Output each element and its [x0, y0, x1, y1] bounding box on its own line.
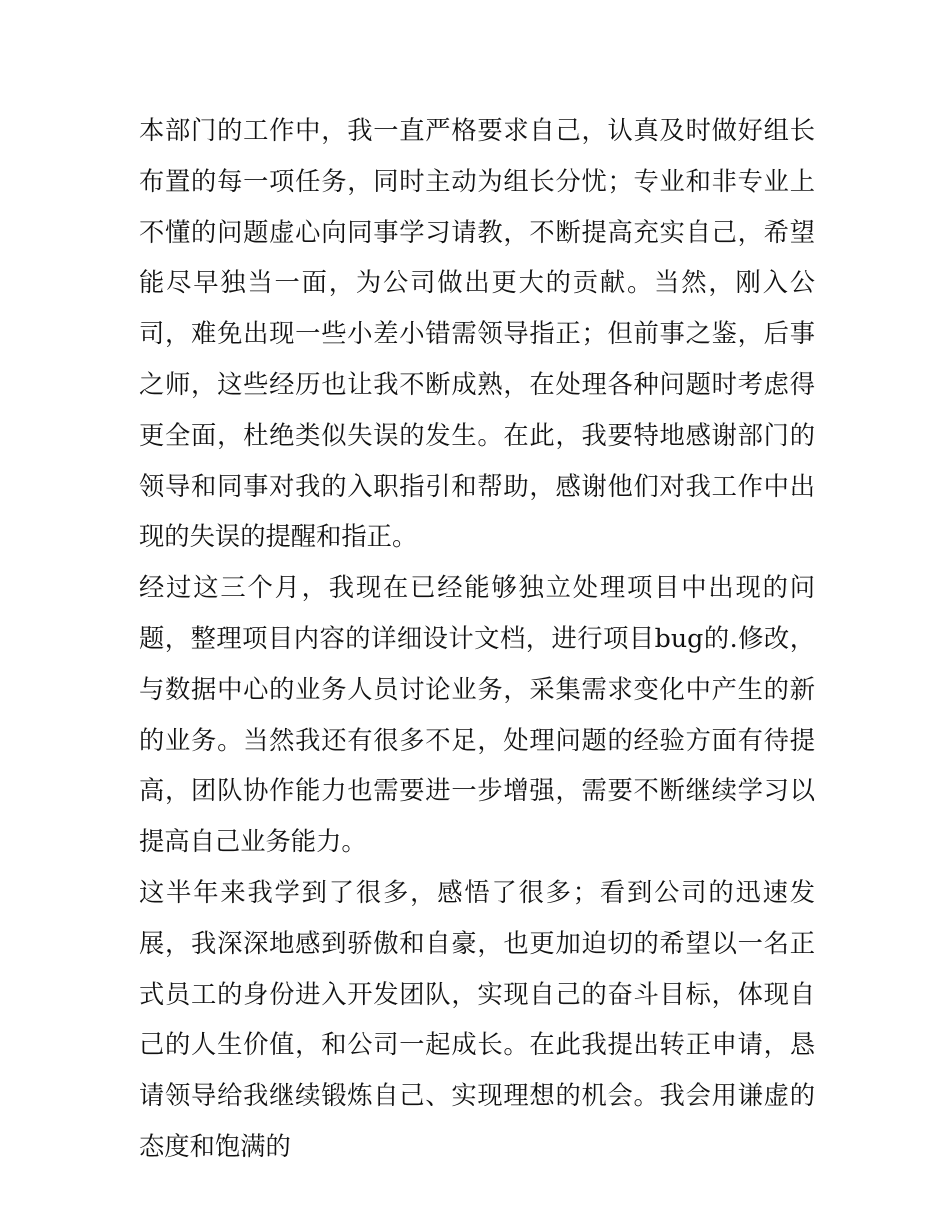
- document-body: [139, 106, 815, 1173]
- paragraph-application: 这半年来我学到了很多，感悟了很多；看到公司的迅速发展，我深深地感到骄傲和自豪，也更加迫切的希望以一名正式员工的身份进入开发团队，实现自己的奋斗目标，体现自己的人生价值，和公司一起成长。在此我提出转正申请，恳请领导给我继续锻炼自己、实现理想的机会。我会用谦虚的态度和饱满的: [139, 877, 815, 1161]
- paragraph-work-attitude: 本部门的工作中，我一直严格要求自己，认真及时做好组长布置的每一项任务，同时主动为组长分忧；专业和非专业上不懂的问题虚心向同事学习请教，不断提高充实自己，希望能尽早独当一面，为公司做出更大的贡献。当然，刚入公司，难免出现一些小差小错需领导指正；但前事之鉴，后事之师，这些经历也让我不断成熟，在处理各种问题时考虑得更全面，杜绝类似失误的发生。在此，我要特地感谢部门的领导和同事对我的入职指引和帮助，感谢他们对我工作中出现的失误的提醒和指正。: [139, 116, 815, 552]
- paragraph-progress: 经过这三个月，我现在已经能够独立处理项目中出现的问题，整理项目内容的详细设计文档，进行项目bug的.修改，与数据中心的业务人员讨论业务，采集需求变化中产生的新的业务。当然我还有很多不足，处理问题的经验方面有待提高，团队协作能力也需要进一步增强，需要不断继续学习以提高自己业务能力。: [139, 573, 815, 857]
